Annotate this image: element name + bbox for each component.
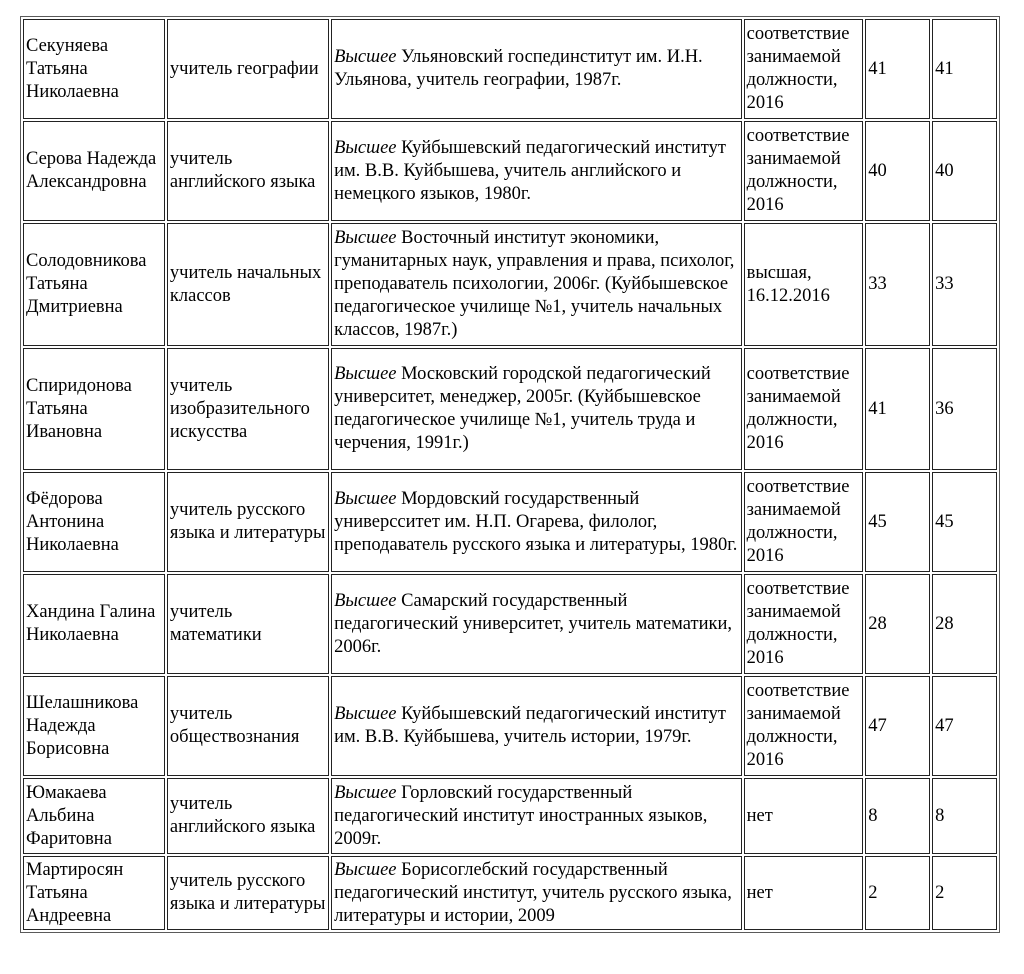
education-details: Самарский государственный педагогический университет, учитель математики, 2006г. xyxy=(334,590,732,657)
pedagogical-experience: 45 xyxy=(932,472,997,572)
teacher-education xyxy=(331,676,742,776)
teacher-category: соответствие занимаемой должности, 2016 xyxy=(744,348,864,470)
total-experience: 41 xyxy=(865,348,930,470)
teacher-position: учитель изобразительного искусства xyxy=(167,348,329,470)
teacher-name: Фёдорова Антонина Николаевна xyxy=(23,472,165,572)
education-details: Куйбышевский педагогический институт им. В.В. Куйбышева, учитель английского и немецкого языков, 1980г. xyxy=(334,137,726,204)
teacher-name: Серова Надежда Александровна xyxy=(23,121,165,221)
education-details: Восточный институт экономики, гуманитарных наук, управления и права, психолог, преподаватель психологии, 2006г. (Куйбышевское педагогическое училище №1, учитель начальных классов, 1987г.) xyxy=(334,228,735,340)
table-row xyxy=(23,121,997,221)
table-row xyxy=(23,676,997,776)
education-details: Ульяновский госпединститут им. И.Н. Ульянова, учитель географии, 1987г. xyxy=(334,47,703,90)
table-row xyxy=(23,348,997,470)
teacher-category: нет xyxy=(744,778,864,854)
teacher-education xyxy=(331,348,742,470)
pedagogical-experience: 28 xyxy=(932,574,997,674)
education-details: Московский городской педагогический университет, менеджер, 2005г. (Куйбышевское педагогическое училище №1, учитель труда и черчения, 1991г.) xyxy=(334,364,711,453)
total-experience: 8 xyxy=(865,778,930,854)
teacher-position: учитель русского языка и литературы xyxy=(167,472,329,572)
education-details: Мордовский государственный универсситет им. Н.П. Огарева, филолог, преподаватель русского языка и литературы, 1980г. xyxy=(334,488,738,555)
education-level: Высшее xyxy=(334,782,397,803)
teacher-category: соответствие занимаемой должности, 2016 xyxy=(744,574,864,674)
teacher-category: соответствие занимаемой должности, 2016 xyxy=(744,676,864,776)
pedagogical-experience: 8 xyxy=(932,778,997,854)
total-experience: 41 xyxy=(865,19,930,119)
total-experience: 45 xyxy=(865,472,930,572)
table-row xyxy=(23,472,997,572)
teacher-position: учитель английского языка xyxy=(167,121,329,221)
teacher-category: соответствие занимаемой должности, 2016 xyxy=(744,121,864,221)
teacher-education xyxy=(331,121,742,221)
education-level: Высшее xyxy=(334,228,397,248)
education-details: Куйбышевский педагогический институт им. В.В. Куйбышева, учитель истории, 1979г. xyxy=(334,704,726,747)
total-experience: 40 xyxy=(865,121,930,221)
staff-table xyxy=(20,16,1000,933)
teacher-position: учитель математики xyxy=(167,574,329,674)
teacher-education xyxy=(331,574,742,674)
teacher-position: учитель географии xyxy=(167,19,329,119)
teacher-position: учитель начальных классов xyxy=(167,223,329,346)
table-row xyxy=(23,223,997,346)
education-level: Высшее xyxy=(334,859,397,880)
teacher-education xyxy=(331,19,742,119)
table-row xyxy=(23,574,997,674)
teacher-category: нет xyxy=(744,856,864,930)
teacher-name: Мартиросян Татьяна Андреевна xyxy=(23,856,165,930)
pedagogical-experience: 47 xyxy=(932,676,997,776)
teacher-education xyxy=(331,472,742,572)
pedagogical-experience: 2 xyxy=(932,856,997,930)
teacher-category: соответствие занимаемой должности, 2016 xyxy=(744,19,864,119)
teacher-name: Спиридонова Татьяна Ивановна xyxy=(23,348,165,470)
pedagogical-experience: 36 xyxy=(932,348,997,470)
pedagogical-experience: 41 xyxy=(932,19,997,119)
total-experience: 28 xyxy=(865,574,930,674)
total-experience: 33 xyxy=(865,223,930,346)
education-level: Высшее xyxy=(334,137,397,158)
teacher-position: учитель русского языка и литературы xyxy=(167,856,329,930)
education-details: Горловский государственный педагогический институт иностранных языков, 2009г. xyxy=(334,782,708,849)
total-experience: 2 xyxy=(865,856,930,930)
education-level: Высшее xyxy=(334,488,397,509)
table-row xyxy=(23,19,997,119)
education-level: Высшее xyxy=(334,704,397,724)
table-row xyxy=(23,856,997,930)
education-details: Борисоглебский государственный педагогический институт, учитель русского языка, литературы и истории, 2009 xyxy=(334,859,732,926)
table-row xyxy=(23,778,997,854)
teacher-category: соответствие занимаемой должности, 2016 xyxy=(744,472,864,572)
education-level: Высшее xyxy=(334,590,397,611)
teacher-position: учитель английского языка xyxy=(167,778,329,854)
education-level: Высшее xyxy=(334,364,397,384)
teacher-education xyxy=(331,223,742,346)
teacher-position: учитель обществознания xyxy=(167,676,329,776)
teacher-name: Солодовникова Татьяна Дмитриевна xyxy=(23,223,165,346)
total-experience: 47 xyxy=(865,676,930,776)
teacher-education xyxy=(331,778,742,854)
teacher-name: Юмакаева Альбина Фаритовна xyxy=(23,778,165,854)
teacher-name: Хандина Галина Николаевна xyxy=(23,574,165,674)
pedagogical-experience: 40 xyxy=(932,121,997,221)
teacher-name: Секуняева Татьяна Николаевна xyxy=(23,19,165,119)
teacher-education xyxy=(331,856,742,930)
teacher-name: Шелашникова Надежда Борисовна xyxy=(23,676,165,776)
pedagogical-experience: 33 xyxy=(932,223,997,346)
teacher-category: высшая, 16.12.2016 xyxy=(744,223,864,346)
education-level: Высшее xyxy=(334,47,397,67)
